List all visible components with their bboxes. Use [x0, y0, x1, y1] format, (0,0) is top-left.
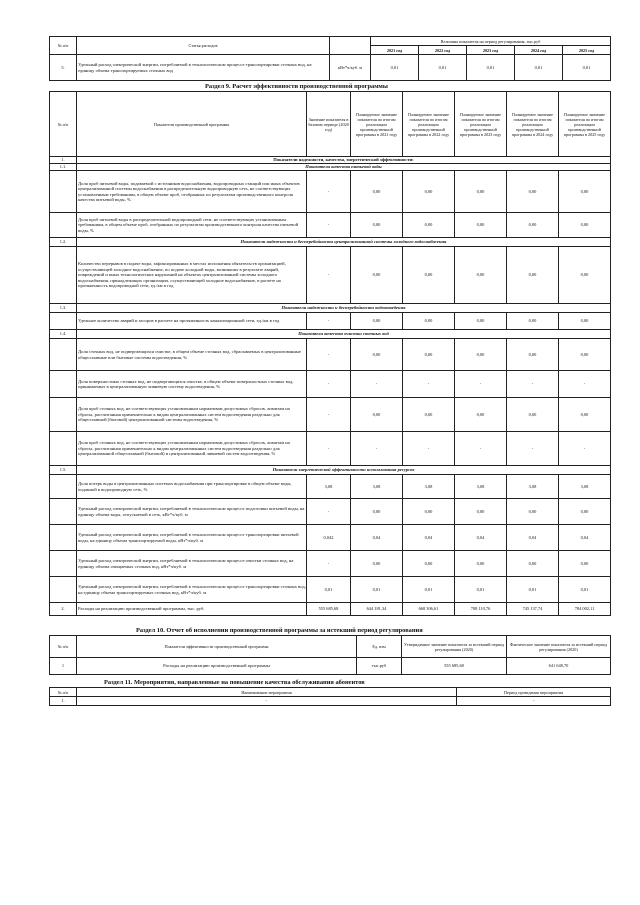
indicator-value: 0,00: [455, 313, 507, 330]
indicator-value: 0,00: [351, 398, 403, 432]
subgroup-heading: Показатели надежности и бесперебойности централизованной системы холодного водоснабжения: [77, 238, 611, 247]
indicator-value: -: [403, 432, 455, 466]
indicator-value: -: [351, 432, 403, 466]
indicator-value: 0,00: [559, 213, 611, 238]
indicator-value: -: [507, 432, 559, 466]
indicator-value: -: [507, 371, 559, 398]
indicator-value: 0,00: [403, 213, 455, 238]
table-row: 1 Расходы на реализацию производственной программы тыс.руб 555 685,68 641 648,70: [50, 658, 611, 675]
indicator-value: 3,08: [351, 475, 403, 499]
indicator-value: 0,00: [559, 171, 611, 213]
indicator-name: Удельный расход электрической энергии, потребляемой в технологическом процессе подготовки питьевой воды, на единицу объема воды, отпускаемой в сеть, кВт*ч/куб. м: [77, 499, 307, 525]
indicator-value: 0,00: [403, 499, 455, 525]
section9-table: [49, 91, 611, 616]
indicator-value: 0,00: [559, 551, 611, 577]
indicator-value: -: [307, 313, 351, 330]
indicator-value: 0,01: [351, 577, 403, 603]
top-table: [49, 36, 611, 81]
indicator-value: 0,00: [559, 313, 611, 330]
row-number: [50, 371, 77, 398]
year-header: 2025 год: [563, 46, 611, 55]
indicator-value: -: [307, 551, 351, 577]
indicator-value: 0,00: [403, 398, 455, 432]
indicator-value: 0,00: [351, 499, 403, 525]
row-number: [50, 525, 77, 551]
year-header: 2021 год: [371, 46, 419, 55]
section11-title: Раздел 11. Мероприятия, направленные на повышение качества обслуживания абонентов: [104, 679, 365, 686]
indicator-value: 0,00: [403, 171, 455, 213]
s11-period-header: Период проведения мероприятия: [457, 688, 611, 697]
indicator-value: 0,00: [507, 213, 559, 238]
group-heading: Показатели надежности, качества, энергетической эффективности:: [77, 157, 611, 164]
indicator-value: 3,08: [507, 475, 559, 499]
indicator-value: 555 685,68: [307, 603, 351, 616]
row-number: 1.2.: [50, 238, 77, 247]
s10-planned-header: Утвержденное значение показателя за истекший период регулирования (2020): [402, 636, 507, 658]
indicator-value: -: [559, 432, 611, 466]
table-row: [50, 603, 611, 616]
row-number: [50, 475, 77, 499]
s9-2021-header: Планируемое значение показателя по итогам реализации производственной программы в 2021 году: [351, 92, 403, 157]
indicator-name: Количество перерывов в подаче воды, зафиксированных в местах исполнения обязательств организацией, осуществляющей холодное водоснабжение, по подаче холодной воды, возникших в результате аварий, повреждений и иных технологических нарушений на объектах централизованной системы холодного водоснабжения, принадлежащих организации, осуществляющей холодное водоснабжение, в расчете на протяженность водопроводной сети, ед./км в год: [77, 247, 307, 304]
indicator-value: 0,00: [455, 499, 507, 525]
row-number: [50, 339, 77, 371]
indicator-value: -: [351, 371, 403, 398]
table-row: [50, 499, 611, 525]
s10-unit-header: Ед. изм: [357, 636, 402, 658]
indicator-value: 0,00: [559, 247, 611, 304]
indicator-name: Удельный расход электрической энергии, потребляемой в технологическом процессе транспортировки питьевой воды, на единицу объема транспортируемой воды, кВт*ч/куб. м: [77, 525, 307, 551]
indicator-value: 0,04: [351, 525, 403, 551]
indicator-value: 0,00: [559, 339, 611, 371]
indicator-value: 0,01: [403, 577, 455, 603]
indicator-value: 0,00: [403, 339, 455, 371]
indicator-value: 784 002,11: [559, 603, 611, 616]
indicator-value: 0,00: [559, 499, 611, 525]
indicator-name: Доля проб сточных вод, не соответствующих установленным нормативам допустимых сбросов, лимитам на сбросы, рассчитанная применительно к видам централизованных систем водоотведения раздельно для общесплавной (бытовой) централизованной системы водоотведения, %: [77, 398, 307, 432]
year-header: 2022 год: [419, 46, 467, 55]
table-row: [50, 304, 611, 313]
subgroup-heading: Показатели качества очистки сточных вод: [77, 330, 611, 339]
indicator-value: 0,04: [403, 525, 455, 551]
indicator-value: 0,00: [507, 171, 559, 213]
indicator-value: 0,00: [351, 339, 403, 371]
year-header: 2024 год: [515, 46, 563, 55]
indicator-value: -: [307, 247, 351, 304]
table-row: [50, 339, 611, 371]
indicator-value: -: [455, 432, 507, 466]
row-number: [50, 313, 77, 330]
indicator-value: -: [307, 432, 351, 466]
indicator-value: 0,00: [351, 551, 403, 577]
indicator-value: 745 137,74: [507, 603, 559, 616]
s9-2024-header: Планируемое значение показателя по итогам реализации производственной программы в 2024 году: [507, 92, 559, 157]
section10-table: [49, 635, 611, 675]
indicator-name: Доля сточных вод, не подвергающихся очистке, в общем объеме сточных вод, сбрасываемых в централизованные общесплавные или бытовые системы водоотведения, %: [77, 339, 307, 371]
indicator-value: 0,00: [507, 499, 559, 525]
indicator-value: 3,08: [403, 475, 455, 499]
indicator-value: -: [403, 371, 455, 398]
row-number: [50, 247, 77, 304]
indicator-name: Удельный расход электрической энергии, потребляемой в технологическом процессе очистки сточных вод, на единицу объема очищаемых сточных вод, кВт*ч/куб. м: [77, 551, 307, 577]
group-header: Величина показателя на период регулирования, тыс.руб: [371, 37, 611, 46]
indicator-value: 668 306,61: [403, 603, 455, 616]
row-number: [50, 499, 77, 525]
section9-body: [50, 157, 611, 616]
s9-2023-header: Планируемое значение показателя по итогам реализации производственной программы в 2023 году: [455, 92, 507, 157]
indicator-value: 644 181,34: [351, 603, 403, 616]
subgroup-heading: Показатели качества питьевой воды: [77, 164, 611, 171]
indicator-value: 0,04: [559, 525, 611, 551]
col-num-header: № п/п: [50, 37, 77, 55]
row-number: 2.: [50, 603, 77, 616]
s11-num-header: № п/п: [50, 688, 77, 697]
row-number: [50, 171, 77, 213]
indicator-value: 0,00: [507, 551, 559, 577]
indicator-value: 708 110,76: [455, 603, 507, 616]
indicator-name: Доля поверхностных сточных вод, не подвергающихся очистке, в общем объеме поверхностных сточных вод, принимаемых в централизованную ливневую систему водоотведения, %: [77, 371, 307, 398]
subgroup-heading: Показатели надежности и бесперебойности водоотведения: [77, 304, 611, 313]
indicator-value: 0,00: [403, 551, 455, 577]
table-row: [50, 466, 611, 475]
indicator-value: 0,00: [351, 171, 403, 213]
table-row: [50, 371, 611, 398]
indicator-value: 0,00: [455, 339, 507, 371]
s10-name-header: Показатели эффективности производственной программы: [77, 636, 357, 658]
indicator-value: 0,01: [507, 577, 559, 603]
indicator-value: 0,00: [455, 247, 507, 304]
indicator-value: 0,00: [455, 551, 507, 577]
indicator-value: 0,00: [455, 398, 507, 432]
indicator-value: -: [307, 339, 351, 371]
indicator-name: Удельный расход электрической энергии, потребляемой в технологическом процессе транспортировки сточных вод, на единицу объема транспортируемых сточных вод, кВт*ч/куб. м: [77, 577, 307, 603]
indicator-value: 0,00: [351, 213, 403, 238]
indicator-value: 0,04: [455, 525, 507, 551]
indicator-value: 0,00: [403, 247, 455, 304]
indicator-value: 0,04: [507, 525, 559, 551]
indicator-value: -: [559, 371, 611, 398]
row-number: 1.4.: [50, 330, 77, 339]
indicator-value: 0,00: [507, 247, 559, 304]
indicator-value: -: [307, 371, 351, 398]
table-row: [50, 164, 611, 171]
table-row: [50, 432, 611, 466]
table-row: [50, 171, 611, 213]
indicator-value: 0,00: [507, 313, 559, 330]
indicator-name: Доля проб питьевой воды в распределительной водопроводной сети, не соответствующих установленным требованиям, в общем объеме проб, отобранных по результатам производственного контроля качества питьевой воды, %: [77, 213, 307, 238]
year-header: 2023 год: [467, 46, 515, 55]
section10-title: Раздел 10. Отчет об исполнении производственной программы за истекший период регулирования: [136, 627, 423, 634]
section9-title: Раздел 9. Расчет эффективности производственной программы: [205, 83, 388, 90]
indicator-name: Удельное количество аварий и засоров в расчете на протяженность канализационной сети, ед./км в год: [77, 313, 307, 330]
s9-2025-header: Планируемое значение показателя по итогам реализации производственной программы в 2025 году: [559, 92, 611, 157]
indicator-value: 0,00: [403, 313, 455, 330]
indicator-value: 3,08: [559, 475, 611, 499]
row-number: [50, 398, 77, 432]
table-row: [50, 398, 611, 432]
section11-table: [49, 687, 611, 706]
indicator-value: 0,00: [455, 213, 507, 238]
indicator-name: Расходы на реализацию производственной программы, тыс. руб.: [77, 603, 307, 616]
s11-name-header: Наименование мероприятия: [77, 688, 457, 697]
indicator-value: -: [307, 213, 351, 238]
subgroup-heading: Показатели энергетической эффективности использования ресурсов: [77, 466, 611, 475]
col-name-header: Статья расходов: [77, 37, 330, 55]
indicator-value: 0,00: [455, 171, 507, 213]
table-row: [50, 330, 611, 339]
s9-2022-header: Планируемое значение показателя по итогам реализации производственной программы в 2022 году: [403, 92, 455, 157]
indicator-value: 3,08: [455, 475, 507, 499]
table-row: 5. Удельный расход электрической энергии, потребляемой в технологическом процессе транспортировки сточных вод, на единицу объема транспортируемых сточных вод кВт*ч/куб. м 0,01 0,01 0,01 0,01 0,01: [50, 55, 611, 81]
indicator-value: 0,042: [307, 525, 351, 551]
table-row: [50, 525, 611, 551]
indicator-value: -: [455, 371, 507, 398]
s10-actual-header: Фактическое значение показателя за истекший период регулирования (2020): [507, 636, 611, 658]
row-number: 1.: [50, 157, 77, 164]
table-row: 1. - -: [50, 697, 611, 706]
s9-base-header: Значение показателя в базовом периоде (2020 год): [307, 92, 351, 157]
indicator-value: 0,00: [507, 339, 559, 371]
indicator-value: -: [307, 171, 351, 213]
row-number: 1.3.: [50, 304, 77, 313]
indicator-value: 0,00: [351, 247, 403, 304]
table-row: [50, 551, 611, 577]
indicator-value: 0,00: [559, 398, 611, 432]
indicator-value: 0,01: [455, 577, 507, 603]
row-number: [50, 432, 77, 466]
indicator-value: 0,01: [307, 577, 351, 603]
indicator-name: Доля проб сточных вод, не соответствующих установленным нормативам допустимых сбросов, лимитам на сбросы, рассчитанная применительно к видам централизованных систем водоотведения раздельно для централизованной общесплавной (бытовой) и централизованной ливневой систем водоотведения, %: [77, 432, 307, 466]
row-number: [50, 551, 77, 577]
table-row: [50, 247, 611, 304]
row-number: [50, 213, 77, 238]
table-row: [50, 213, 611, 238]
indicator-value: 0,01: [559, 577, 611, 603]
indicator-value: -: [307, 398, 351, 432]
table-row: [50, 157, 611, 164]
indicator-value: 0,00: [507, 398, 559, 432]
indicator-value: -: [307, 499, 351, 525]
s9-num-header: № п/п: [50, 92, 77, 157]
row-number: 1.1.: [50, 164, 77, 171]
table-row: [50, 475, 611, 499]
indicator-name: Доля проб питьевой воды, подаваемой с источников водоснабжения, водопроводных станций или иных объектов централизованной системы водоснабжения в распределительную водопроводную сеть, не соответствующих установленным требованиям, в общем объеме проб, отобранных по результатам производственного контроля качества питьевой воды, %: [77, 171, 307, 213]
row-number: 1.5.: [50, 466, 77, 475]
indicator-value: 3,08: [307, 475, 351, 499]
indicator-name: Доля потерь воды в централизованных системах водоснабжения при транспортировке в общем объеме воды, поданной в водопроводную сеть, %: [77, 475, 307, 499]
indicator-value: 0,00: [351, 313, 403, 330]
table-row: [50, 238, 611, 247]
s10-num-header: № п/п: [50, 636, 77, 658]
s9-name-header: Показатели производственной программы: [77, 92, 307, 157]
table-row: [50, 577, 611, 603]
row-number: [50, 577, 77, 603]
table-row: [50, 313, 611, 330]
